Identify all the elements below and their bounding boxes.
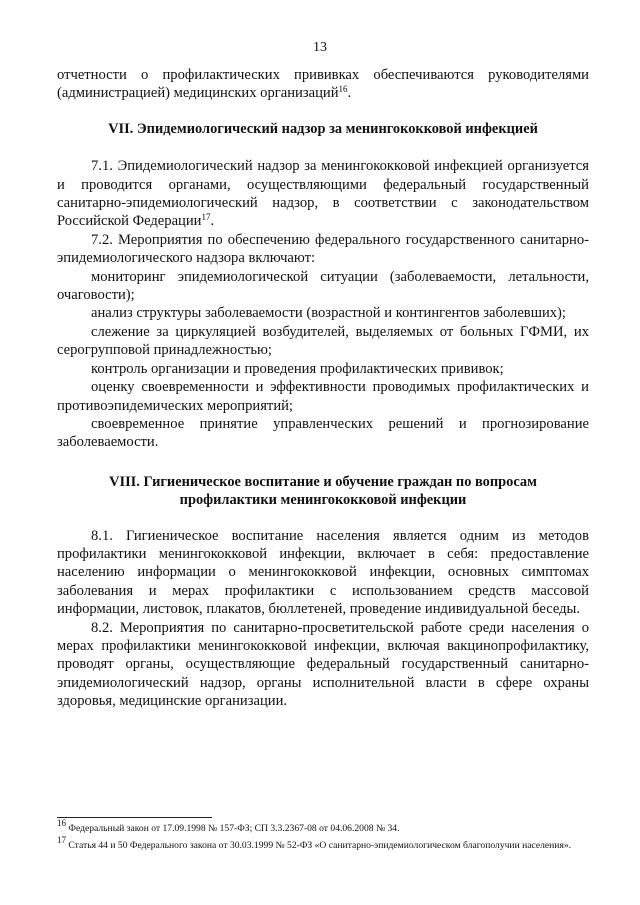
main-text — [57, 66, 589, 711]
intro-text: отчетности о профилактических прививках обеспечиваются руководителями (администрацией) медицинских организаций — [57, 67, 589, 102]
list-item: слежение за циркуляцией возбудителей, выделяемых от больных ГФМИ, их серогрупповой принадлежностью; — [57, 323, 589, 359]
paragraph-8-2: 8.2. Мероприятия по санитарно-просветительской работе среди населения о мерах профилактики менингококковой инфекции, включая вакцинопрофилактику, проводят органы, осуществляющие федеральный государственный санитарно-эпидемиологический надзор, органы исполнительной власти в сфере охраны здоровья, медицинские организации. — [57, 619, 589, 710]
paragraph-7-1-text: 7.1. Эпидемиологический надзор за менингококковой инфекцией организуется и проводится органами, осуществляющими федеральный государственный санитарно-эпидемиологический надзор, в соответствии с законодательством Российской Федерации — [57, 158, 589, 230]
section-8-heading-line-1: VIII. Гигиеническое воспитание и обучение граждан по вопросам — [109, 473, 537, 490]
section-8-heading-line-2: профилактики менингококковой инфекции — [179, 492, 467, 509]
footnote-17 — [57, 834, 589, 853]
footnotes — [57, 818, 589, 856]
footnote-ref-16: 16 — [338, 84, 348, 95]
intro-end: . — [347, 85, 352, 102]
footnote-number: 16 — [57, 818, 66, 828]
list-item: мониторинг эпидемиологической ситуации (заболеваемости, летальности, очаговости); — [57, 268, 589, 304]
list-item: оценку своевременности и эффективности проводимых профилактических и противоэпидемических мероприятий; — [57, 379, 589, 414]
footnote-text: Статья 44 и 50 Федерального закона от 30.03.1999 № 52-ФЗ «О санитарно-эпидемиологическом благополучии населения». — [68, 839, 572, 851]
footnote-ref-17: 17 — [201, 212, 211, 223]
paragraph-7-1 — [57, 157, 589, 231]
list-item: контроль организации и проведения профилактических прививок; — [91, 360, 504, 377]
footnote-number: 17 — [57, 834, 66, 845]
footnote-divider — [57, 817, 212, 818]
section-7-heading: VII. Эпидемиологический надзор за менингококковой инфекцией — [108, 120, 538, 137]
footnote-16 — [57, 818, 589, 836]
paragraph-7-1-end: . — [210, 213, 215, 230]
list-item: анализ структуры заболеваемости (возрастной и контингентов заболевших); — [91, 305, 566, 322]
page-number: 13 — [313, 40, 327, 55]
footnote-text: Федеральный закон от 17.09.1998 № 157-ФЗ; СП 3.3.2367-08 от 04.06.2008 № 34. — [68, 823, 400, 834]
list-item: своевременное принятие управленческих решений и прогнозирование заболеваемости. — [57, 415, 589, 451]
intro-paragraph — [57, 66, 589, 103]
paragraph-7-2: 7.2. Мероприятия по обеспечению федерального государственного санитарно-эпидемиологического надзора включают: — [57, 231, 589, 267]
paragraph-8-1: 8.1. Гигиеническое воспитание населения является одним из методов профилактики менингококковой инфекции, включает в себя: предоставление населению информации о менингококковой инфекции, основных симптомах заболевания и мерах профилактики с использованием средств массовой информации, листовок, плакатов, бюллетеней, проведение индивидуальной беседы. — [57, 527, 589, 618]
section-8-heading — [57, 473, 589, 510]
